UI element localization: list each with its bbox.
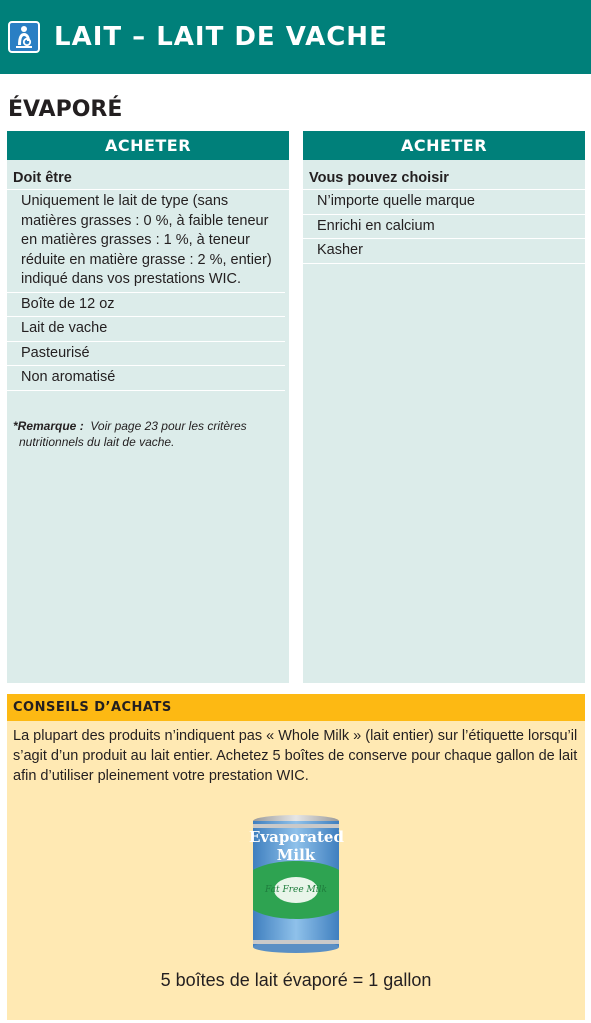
column-heading: ACHETER: [7, 131, 289, 160]
page-header: [0, 0, 591, 74]
requirements-list: [7, 190, 289, 391]
list-item: Kasher: [303, 239, 585, 264]
evaporated-milk-can-image: [249, 814, 343, 956]
list-item: Pasteurisé: [7, 342, 285, 367]
can-label: Milk: [276, 846, 316, 864]
list-item: Enrichi en calcium: [303, 215, 585, 240]
options-list: [303, 190, 585, 264]
shopping-tips-box: [7, 694, 585, 1020]
note-text: Voir page 23 pour les critères nutritionnels du lait de vache.: [19, 419, 247, 449]
section-title: ÉVAPORÉ: [8, 97, 123, 122]
column-subheading: Doit être: [7, 160, 289, 190]
list-item: Lait de vache: [7, 317, 285, 342]
image-caption: 5 boîtes de lait évaporé = 1 gallon: [160, 970, 432, 990]
list-item: N’importe quelle marque: [303, 190, 585, 215]
tips-heading: CONSEILS D’ACHATS: [7, 694, 585, 721]
tips-text: La plupart des produits n’indiquent pas « Whole Milk » (lait entier) sur l’étiquette lorsqu’il s’agit d’un produit au lait entier. Achetez 5 boîtes de conserve pour chaque gallon de lait afin d’utiliser pleinement votre prestation WIC.: [13, 728, 578, 784]
page-title: LAIT – LAIT DE VACHE: [54, 22, 388, 52]
can-label: Evaporated: [249, 828, 344, 846]
column-heading: ACHETER: [303, 131, 585, 160]
list-item: Uniquement le lait de type (sans matières grasses : 0 %, à faible teneur en matières grasses : 1 %, à teneur réduite en matière grasse : 2 %, entier) indiqué dans vos prestations WIC.: [7, 190, 285, 293]
note: [13, 418, 281, 450]
column-subheading: Vous pouvez choisir: [303, 160, 585, 190]
can-band-text: Fat Free Milk: [265, 885, 327, 895]
list-item: Non aromatisé: [7, 366, 285, 391]
buy-required-column: [7, 131, 289, 683]
list-item: Boîte de 12 oz: [7, 293, 285, 318]
breastfeeding-icon: [8, 21, 40, 53]
buy-options-column: [303, 131, 585, 683]
note-label: *Remarque :: [13, 419, 84, 433]
